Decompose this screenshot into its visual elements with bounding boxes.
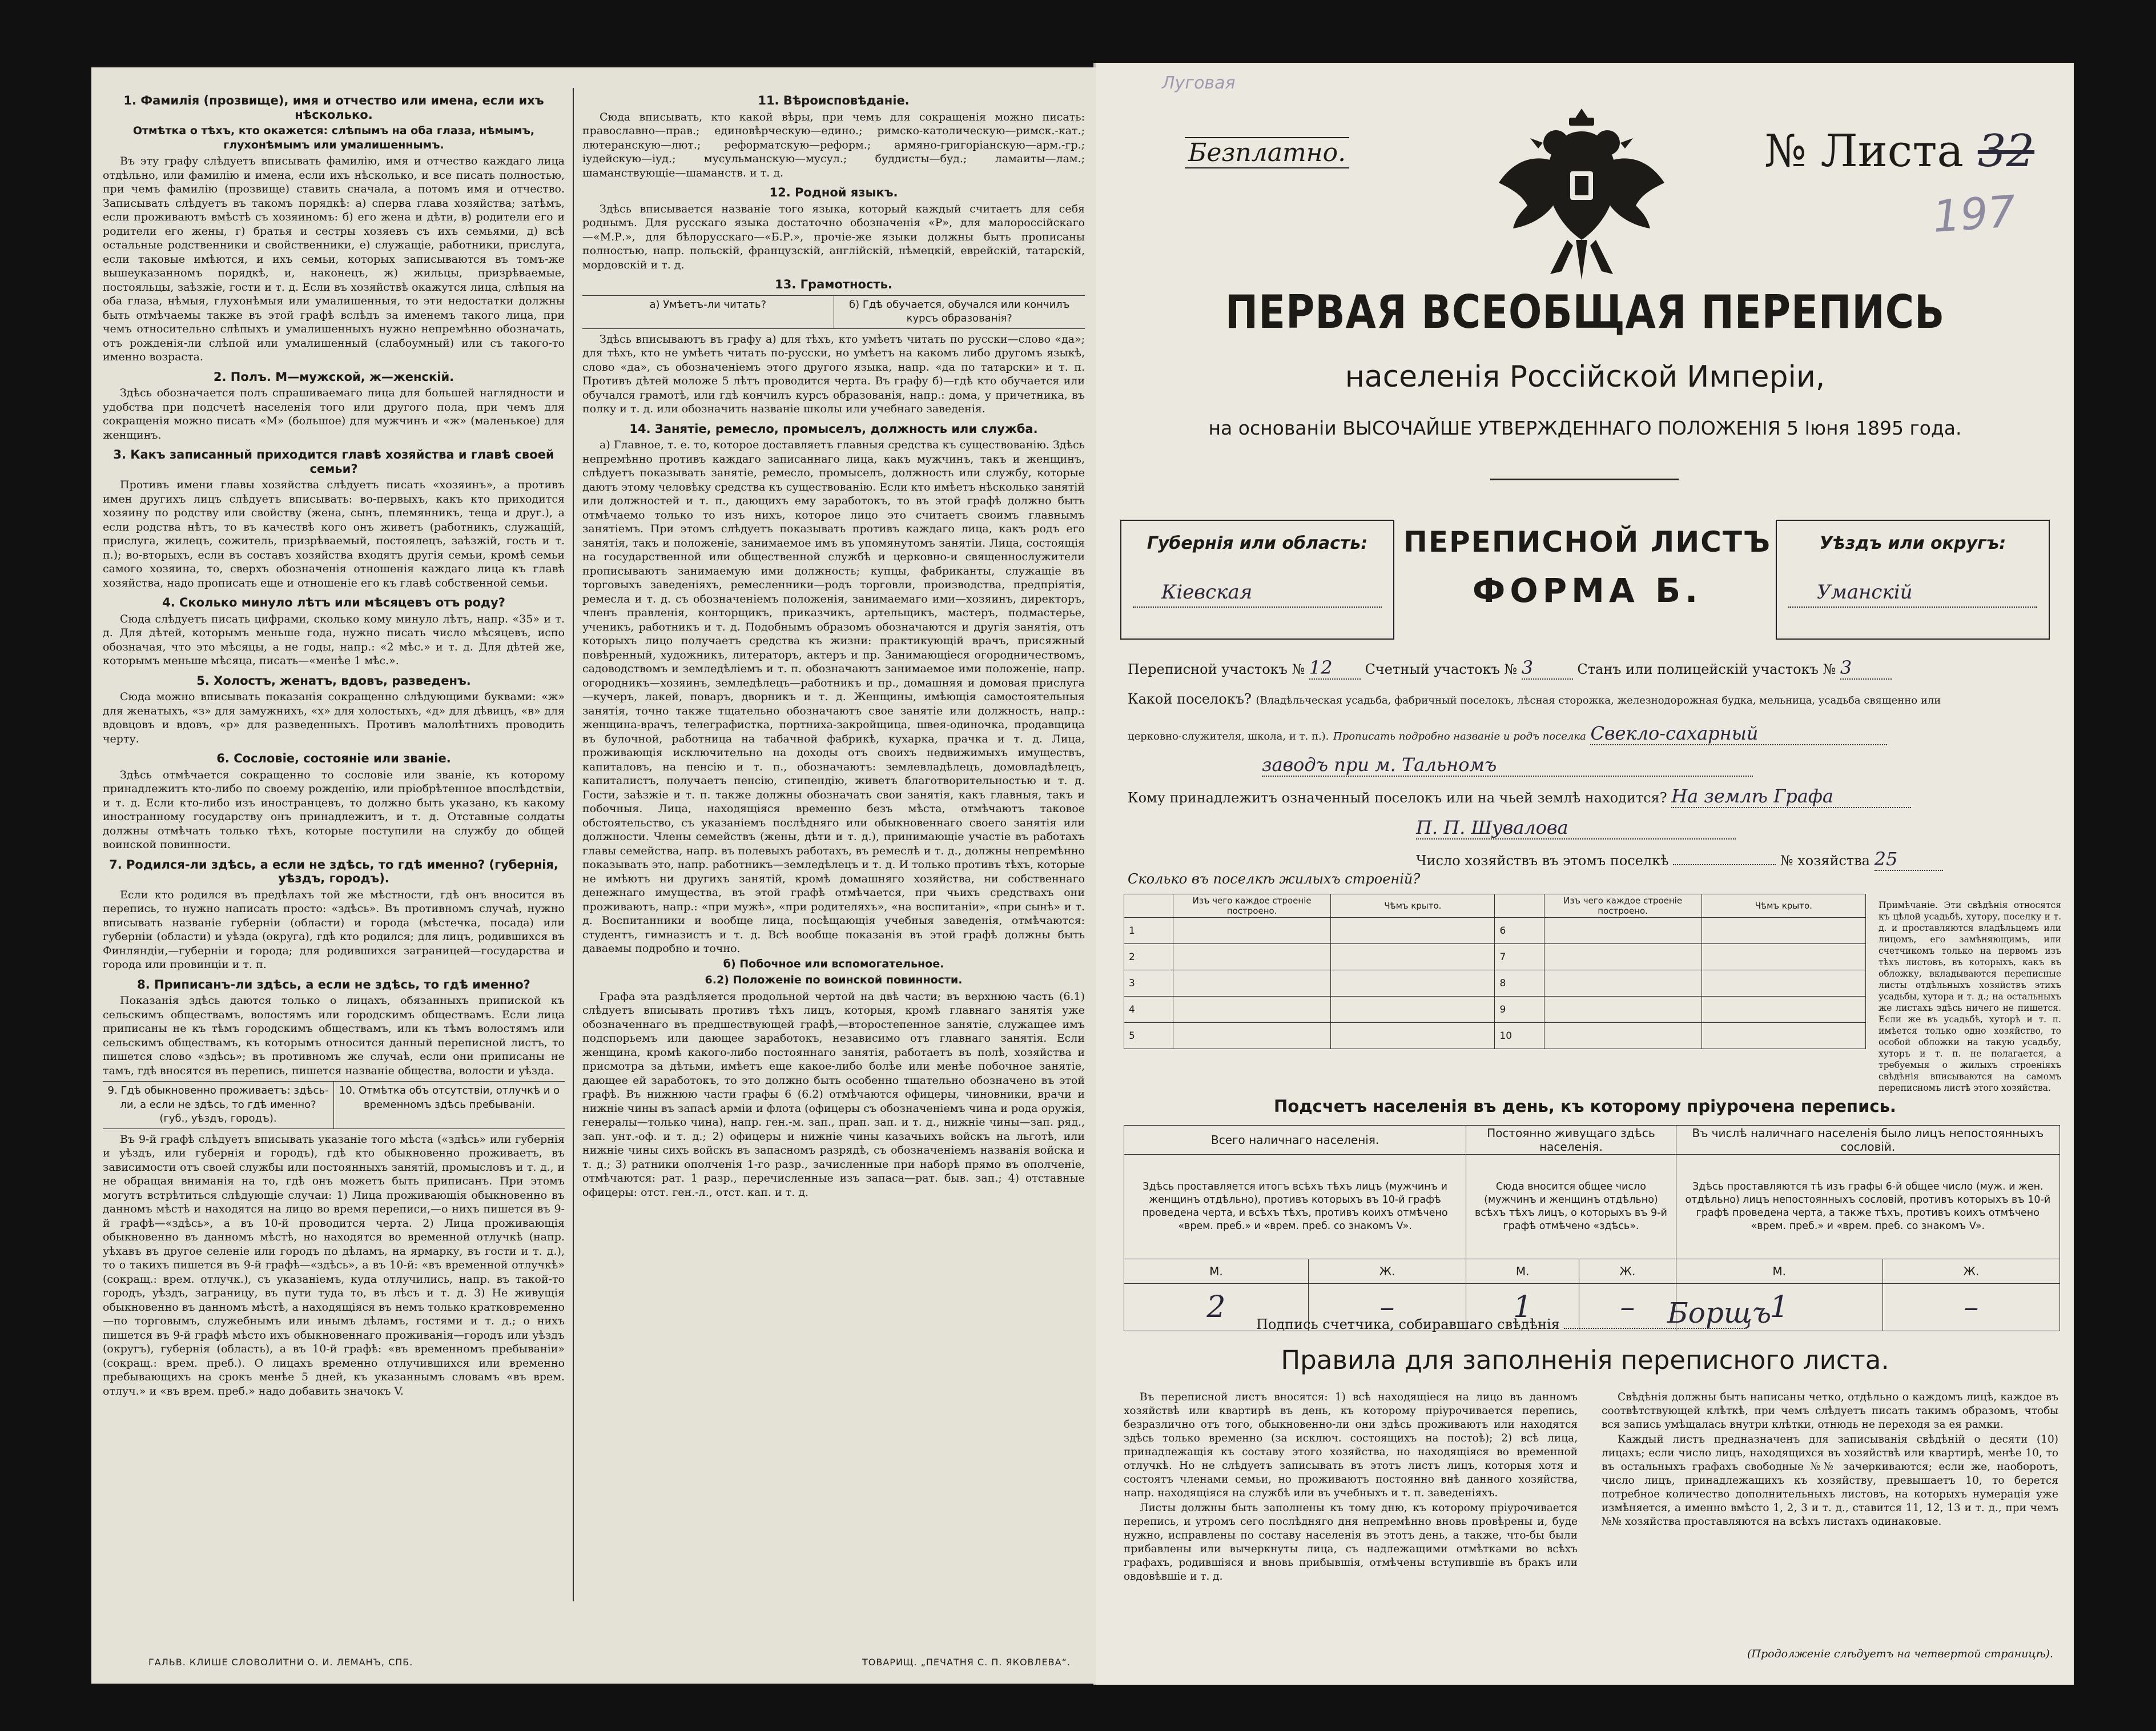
section-14-heading: 14. Занятіе, ремесло, промыселъ, должность или служба. xyxy=(629,421,1038,436)
owner-line xyxy=(1128,785,2057,808)
row-number: 2 xyxy=(1124,944,1173,970)
form-legal-basis: на основаніи ВЫСОЧАЙШЕ УТВЕРЖДЕННАГО ПОЛОЖЕНІЯ 5 Іюня 1895 года. xyxy=(1208,417,1962,439)
section-13-heading: 13. Грамотность. xyxy=(775,278,892,291)
total-present-female[interactable]: – xyxy=(1308,1284,1466,1331)
owner-value[interactable]: На землѣ Графа xyxy=(1671,785,1911,808)
row-number: 1 xyxy=(1124,918,1173,944)
roofed-with-header: Чѣмъ крыто. xyxy=(1331,894,1495,918)
male-header: М. xyxy=(1124,1259,1309,1284)
total-present-description: Здѣсь проставляется итогъ всѣхъ тѣхъ лицъ (мужчинъ и женщинъ отдѣльно), противъ которыхъ въ 10-й графѣ проведена черта, и всѣхъ тѣхъ, противъ коихъ отмѣчено «врем. преб.» и «врем. преб. со знакомъ V». xyxy=(1124,1155,1466,1259)
province-value[interactable]: Кіевская xyxy=(1161,581,1253,604)
household-number-value[interactable]: 25 xyxy=(1875,848,1943,871)
dwellings-table-row xyxy=(1124,970,1866,997)
section-6-heading: 6. Сословіе, состояніе или званіе. xyxy=(216,752,451,765)
row-number: 9 xyxy=(1495,997,1544,1023)
settlement-name-value[interactable]: Свекло-сахарный xyxy=(1590,722,1887,745)
dwellings-note: Примѣчаніе. Эти свѣдѣнія относятся къ цѣлой усадьбѣ, хутору, поселку и т. д. и проставляются владѣльцемъ или лицомъ, его замѣняющимъ, или счетчикомъ только на первомъ изъ тѣхъ листовъ, въ которыхъ, какъ въ обложку, вкладываются переписные листы отдѣльныхъ хозяйствъ этихъ усадьбы, хутора и т. д.; на остальныхъ же листахъ здѣсь ничего не пишется. Если же въ усадьбѣ, хуторѣ и т. п. имѣется только одно хозяйство, то особой обложки на такую усадьбу, хуторъ и т. п. не полагается, а требуемыя о жилыхъ строеніяхъ свѣдѣнія вписываются на самомъ переписномъ листѣ этого хозяйства. xyxy=(1879,900,2061,1093)
section-10-heading: 10. Отмѣтка объ отсутствіи, отлучкѣ и о временномъ здѣсь пребываніи. xyxy=(333,1082,565,1128)
section-11-heading: 11. Вѣроисповѣданіе. xyxy=(758,94,910,107)
census-form-page xyxy=(1096,63,2074,1685)
section-12-heading: 12. Родной языкъ. xyxy=(769,186,898,199)
district-box xyxy=(1776,520,2050,640)
section-3-heading: 3. Какъ записанный приходится главѣ хозяйства и главѣ своей семьи? xyxy=(113,448,554,476)
section-7-heading: 7. Родился-ли здѣсь, а если не здѣсь, то гдѣ именно? (губернія, уѣздъ, городъ). xyxy=(109,857,558,885)
section-1-text: Въ эту графу слѣдуетъ вписывать фамилію, имя и отчество каждаго лица отдѣльно, или фамилію и имена, если ихъ нѣсколько, и все писать полностью, при чемъ фамилію (прозвище) ставить сначала, а потомъ имя и отчество. Записывать слѣдуетъ въ такомъ порядкѣ: а) сперва глава хозяйства; затѣмъ, если проживаютъ вмѣстѣ съ хозяиномъ: б) его жена и дѣти, в) родители его и родители его жены, г) братья и сестры хозяевъ съ ихъ семьями, д) всѣ остальные родственники и свойственники, е) служащіе, работники, прислуга, если таковые имѣются, и ихъ семьи, которых записываются въ томъ-же вышеуказанномъ порядкѣ, и, наконецъ, ж) жильцы, призрѣваемые, постояльцы, заѣзжіе, гости и т. д. Если въ хозяйствѣ окажутся лица, слѣпыя на оба глаза, нѣмыя, глухонѣмыя или умалишенныя, то эти недостатки должны быть отмѣчаемы также въ этой графѣ вслѣдъ за именемъ такого лица, при чемъ относительно слѣпыхъ и умалишенныхъ нужно непремѣнно обозначать, отъ рожденія-ли слѣпой или умалишенный (слабоумный) или съ такого-то именно возраста. xyxy=(103,155,565,363)
printer-imprint-left: ГАЛЬВ. КЛИШЕ СЛОВОЛИТНИ О. И. ЛЕМАНЪ, СПБ. xyxy=(148,1657,413,1668)
province-box xyxy=(1120,520,1394,640)
female-header: Ж. xyxy=(1883,1259,2060,1284)
section-15-subheading: 6.2) Положеніе по воинской повинности. xyxy=(705,974,963,986)
settlement-line xyxy=(1128,691,2057,707)
non-permanent-description: Здѣсь проставляются тѣ изъ графы 6-й общее число (муж. и жен. отдѣльно) лицъ непостоянныхъ сословій, противъ которыхъ въ 10-й графѣ проведена черта, а также тѣхъ, противъ коихъ отмѣчено «врем. преб.» и «врем. преб. со знакомъ V». xyxy=(1676,1155,2060,1259)
dwellings-table xyxy=(1124,894,1866,1049)
owner-value-2[interactable]: П. П. Шувалова xyxy=(1416,817,1736,840)
rules-paragraph: Въ переписной листъ вносятся: 1) всѣ находящіеся на лицо въ данномъ хозяйствѣ или квартирѣ въ день, къ которому пріурочивается перепись, безразлично отъ того, обыкновенно-ли они здѣсь проживаютъ или находятся здѣсь только временно (за исключ. состоящихъ на постоѣ); 2) всѣ лица, принадлежащія къ составу этого хозяйства, но находящіяся во временной отлучкѣ. Но не слѣдуетъ записывать въ этотъ листъ лицъ, которыя хотя и состоятъ членами семьи, но проживаютъ постоянно внѣ данного хозяйства, напр. находящіяся на службѣ или въ учебныхъ и т. п. заведеніяхъ. xyxy=(1124,1391,1578,1499)
settlement-name-line-2 xyxy=(1262,754,2057,777)
built-of-header-2: Изъ чего каждое строеніе построено. xyxy=(1544,894,1702,918)
section-9-10-heading-box xyxy=(103,1081,565,1129)
free-label: Безплатно. xyxy=(1185,137,1349,168)
section-15-heading: б) Побочное или вспомогательное. xyxy=(723,957,944,970)
district-value[interactable]: Уманскій xyxy=(1817,581,1913,604)
rules-title: Правила для заполненія переписного листа. xyxy=(1281,1345,1889,1375)
section-7-text: Если кто родился въ предѣлахъ той же мѣстности, гдѣ онъ вносится въ перепись, то нужно написать просто: «здѣсь». Въ противномъ случаѣ, нужно вписывать названіе губерніи (области) и города (мѣстечка, посада) или губерніи (области) и уѣзда (округа), гдѣ кто родился; для лицъ, родившихся въ Финляндіи,—губерніи и города; для родившихся заграницей—государства и города или провинціи и т. п. xyxy=(103,888,565,971)
section-15-text: Графа эта раздѣляется продольной чертой на двѣ части; въ верхнюю часть (6.1) слѣдуетъ вписывать противъ тѣхъ лицъ, которыя, кромѣ главнаго занятія уже обозначеннаго въ предшествующей графѣ,—второстепенное занятіе, служащее имъ подспорьемъ или дающее заработокъ, независимо отъ главнаго занятія. Если женщина, кромѣ какого-либо постояннаго занятія, работаетъ въ полѣ, хозяйства и присмотра за дѣтьми, имѣетъ еще какое-либо болѣе или менѣе побочное занятіе, дающее ей заработокъ, то это должно быть особенно тщательно обозначено въ этой графѣ. Въ нижнюю части графы 6 (6.2) отмѣчаются офицеры, чиновники, врачи и нижніе чины въ запасѣ арміи и флота (офицеры съ обозначеніемъ чина и рода оружія, генералы—только чина), напр. ген.-м. зап., прап. зап. и т. д., нижніе чины—зап. ряд., зап. унт.-оф. и т. д.; 2) офицеры и нижніе чины казачьихъ войскъ на льготѣ, или нижніе чины сихъ войскъ въ запасномъ разрядѣ, съ обозначеніемъ названія войска и т. д.; 3) ратники ополченія 1-го разр., зачисленные при наборѣ прямо въ ополченіе, отмѣчаются: рат. 1 разр., перечисленные изъ запаса—рат. быв. зап.; 4) отставные офицеры: отст. ген.-л., отст. кап. и т. д. xyxy=(582,990,1085,1199)
row-number: 5 xyxy=(1124,1023,1173,1049)
district-numbers-line xyxy=(1128,657,2057,680)
province-line xyxy=(1133,607,1382,608)
archive-stamp-text: Луговая xyxy=(1162,73,1236,93)
households-line xyxy=(1416,848,2057,871)
printer-imprint-right: ТОВАРИЩ. „ПЕЧАТНЯ С. П. ЯКОВЛЕВА“. xyxy=(862,1657,1071,1668)
instructions-page xyxy=(91,67,1096,1684)
section-2-heading: 2. Полъ. М—мужской, ж—женскій. xyxy=(213,370,454,384)
section-1-subheading: Отмѣтка о тѣхъ, кто окажется: слѣпымъ на оба глаза, нѣмымъ, глухонѣмымъ или умалишеннымъ. xyxy=(132,124,535,151)
instructions-column-2 xyxy=(582,88,1085,1601)
signature-label: Подпись счетчика, собиравшаго свѣдѣнія xyxy=(1256,1316,1560,1332)
male-header: М. xyxy=(1676,1259,1883,1284)
roofed-with-header-2: Чѣмъ крыто. xyxy=(1702,894,1865,918)
census-district-value[interactable]: 12 xyxy=(1309,657,1361,680)
dwellings-table-row xyxy=(1124,997,1866,1023)
settlement-name-hint: Прописать подробно названіе и родъ поселка xyxy=(1333,730,1586,742)
row-number: 7 xyxy=(1495,944,1544,970)
settlement-hint: (Владѣльческая усадьба, фабричный поселокъ, лѣсная сторожка, железнодорожная будка, мельница, усадьба священно или xyxy=(1256,694,1941,706)
form-name: ФОРМА Б. xyxy=(1472,571,1703,610)
section-9-10-text: Въ 9-й графѣ слѣдуетъ вписывать указаніе того мѣста («здѣсь» или губернія и уѣздъ, или губернія и городъ), гдѣ кто обыкновенно проживаетъ, въ зависимости отъ своей службы или постоянныхъ занятій, промысловъ и т. д., и не обращая вниманія на то, гдѣ онъ можетъ быть приписанъ. При этомъ могутъ встрѣтиться слѣдующіе случаи: 1) Лица проживающія обыкновенно въ данномъ мѣстѣ и находятся на лицо во время переписи,—о нихъ пишется въ 9-й графѣ—«здѣсь», а въ 10-й проводится черта. 2) Лица проживающія обыкновенно въ данномъ мѣстѣ, но находятся во временной отлучкѣ (напр. уѣхавъ въ другое селеніе или городъ по дѣламъ, на ярмарку, въ гости и т. д.), то о такихъ пишется въ 9-й графѣ—«здѣсь», а въ 10-й: «въ временной отлучкѣ» (сокращ.: врем. отлучк.), съ указаніемъ, куда отлучились, напр. въ такой-то городъ, уѣздъ, заграницу, въ пути туда то, въ лѣсъ и т. д. 3) Не живущія обыкновенно въ данномъ мѣстѣ, а находящіяся въ немъ только кратковременно—по торговымъ, служебнымъ или инымъ дѣламъ, гостями и т. д.; о нихъ пишется въ 9-й графѣ мѣсто ихъ обыкновеннаго проживанія—городъ или уѣздъ (округъ), губернія (область), а въ 10-й графѣ: «въ временномъ пребываніи» (сокращ.: врем. преб.). О лицахъ временно отлучившихся или временно пребывающихъ на срокъ менѣе 5 дней, къ указаннымъ словамъ «въ врем. отлуч.» и «въ врем. преб.» надо добавить значокъ V. xyxy=(103,1132,565,1397)
dwellings-table-header xyxy=(1124,894,1866,918)
section-9-heading: 9. Гдѣ обыкновенно проживаетъ: здѣсь-ли, а если не здѣсь, то гдѣ именно? (губ., уѣздъ, городъ). xyxy=(107,1085,329,1124)
section-2-text: Здѣсь обозначается полъ спрашиваемаго лица для большей наглядности и удобства при подсчетѣ населенія того или другого пола, при чемъ для сокращенія можно писать «М» (большое) для мужчинъ и «ж» (маленькое) для женщинъ. xyxy=(103,387,565,441)
households-count-field[interactable] xyxy=(1673,864,1776,865)
section-13a-label: а) Умѣетъ-ли читать? xyxy=(649,298,767,311)
police-district-value[interactable]: 3 xyxy=(1840,657,1892,680)
total-present-male[interactable]: 2 xyxy=(1124,1284,1309,1331)
male-header: М. xyxy=(1466,1259,1579,1284)
section-5-text: Сюда можно вписывать показанія сокращенно слѣдующими буквами: «ж» для женатыхъ, «з» для замужнихъ, «х» для холостыхъ, «д» для дѣвицъ, «в» для вдовцовъ и вдовъ, «р» для разведенныхъ. Противъ малолѣтнихъ проводить черту. xyxy=(103,690,565,745)
settlement-name-value-2[interactable]: заводъ при м. Тальномъ xyxy=(1262,754,1753,777)
dwellings-table-row xyxy=(1124,1023,1866,1049)
permanent-female[interactable]: – xyxy=(1579,1284,1676,1331)
enumerator-signature: Борщъ xyxy=(1667,1296,1772,1330)
form-subtitle: населенія Россійской Имперіи, xyxy=(1345,360,1825,394)
dwellings-label: Сколько въ поселкѣ жилыхъ строеній? xyxy=(1128,871,1421,887)
counting-district-value[interactable]: 3 xyxy=(1522,657,1573,680)
female-header: Ж. xyxy=(1579,1259,1676,1284)
section-1-heading: 1. Фамилія (прозвище), имя и отчество или имена, если ихъ нѣсколько. xyxy=(123,94,544,122)
households-count-label: Число хозяйствъ въ этомъ поселкѣ xyxy=(1416,853,1669,869)
owner-line-2 xyxy=(1416,817,2057,840)
sheet-number xyxy=(1764,126,2034,177)
instructions-column-1 xyxy=(103,88,574,1601)
row-number: 6 xyxy=(1495,918,1544,944)
settlement-name-line xyxy=(1128,722,2057,745)
section-13-text: Здѣсь вписываютъ въ графу а) для тѣхъ, кто умѣетъ читать по русски—слово «да»; для тѣхъ, кто не умѣетъ читать по-русски, но умѣетъ на какомъ либо другомъ языкѣ, слово «да», съ обозначеніемъ этого другого языка, напр. «да по татарски» и т. п. Противъ дѣтей моложе 5 лѣтъ проводится черта. Въ графу б)—гдѣ кто обучается или обучался грамотѣ, или гдѣ кончилъ курсъ образованія, напр.: дома, у причетника, въ полку и т. д. или обозначить названіе школы или учебнаго заведенія. xyxy=(582,332,1085,415)
permanent-residents-description: Сюда вносится общее число (мужчинъ и женщинъ отдѣльно) всѣхъ тѣхъ лицъ, о которыхъ въ 9-й графѣ отмѣчено «здѣсь». xyxy=(1466,1155,1676,1259)
settlement-hint-2: церковно-служителя, школа, и т. п.). xyxy=(1128,730,1329,742)
owner-label: Кому принадлежитъ означенный поселокъ или на чьей землѣ находится? xyxy=(1128,790,1667,806)
built-of-header: Изъ чего каждое строеніе построено. xyxy=(1173,894,1331,918)
section-6-text: Здѣсь отмѣчается сокращенно то сословіе или званіе, къ которому принадлежитъ кто-либо по своему рожденію, или пріобрѣтенное впослѣдствіи, и т. д. Если кто-либо изъ иностранцевъ, то должно быть указано, къ какому иностранному государству онъ принадлежитъ, и т. д. Отставные солдаты должны отмѣчать только тѣхъ, которые поступили на службу до общей воинской повинности. xyxy=(103,768,565,851)
dwellings-line xyxy=(1128,871,2057,887)
district-line xyxy=(1788,607,2037,608)
double-headed-eagle-emblem-icon xyxy=(1496,97,1667,291)
household-number-label: № хозяйства xyxy=(1780,853,1870,869)
non-permanent-male[interactable]: 1 xyxy=(1676,1284,1883,1331)
sheet-number-value: 32 xyxy=(1977,126,2035,177)
row-number: 3 xyxy=(1124,970,1173,997)
continued-note: (Продолженіе слѣдуетъ на четвертой страницѣ). xyxy=(1747,1648,2053,1660)
non-permanent-female[interactable]: – xyxy=(1883,1284,2060,1331)
police-district-label: Станъ или полицейскій участокъ № xyxy=(1577,661,1836,677)
count-table-description xyxy=(1124,1155,2060,1259)
province-label: Губернія или область: xyxy=(1147,533,1368,553)
form-main-title: ПЕРВАЯ ВСЕОБЩАЯ ПЕРЕПИСЬ xyxy=(1225,286,1945,339)
permanent-male[interactable]: 1 xyxy=(1466,1284,1579,1331)
section-5-heading: 5. Холостъ, женатъ, вдовъ, разведенъ. xyxy=(196,673,471,688)
population-count-heading: Подсчетъ населенія въ день, къ которому пріурочена перепись. xyxy=(1274,1097,1896,1116)
section-4-text: Сюда слѣдуетъ писать цифрами, сколько кому минуло лѣтъ, напр. «35» и т. д. Для дѣтей, которымъ меньше года, нужно писать число мѣсяцевъ, испо обозначая, что это мѣсяцы, а не годы, напр.: «2 мѣс.» и т. д. Для дѣтей же, которымъ меньше мѣсяца, писать—«менѣе 1 мѣс.». xyxy=(103,612,565,667)
counting-district-label: Счетный участокъ № xyxy=(1365,661,1518,677)
rules-column-2 xyxy=(1602,1391,2058,1659)
permanent-residents-header: Постоянно живущаго здѣсь населенія. xyxy=(1466,1126,1676,1155)
population-count-table xyxy=(1124,1125,2060,1331)
female-header: Ж. xyxy=(1308,1259,1466,1284)
rules-paragraph: Свѣдѣнія должны быть написаны четко, отдѣльно о каждомъ лицѣ, каждое въ соотвѣтствующей клѣткѣ, при чемъ слѣдуетъ писать такимъ образомъ, чтобы вся запись умѣщалась внутри клѣтки, отнюдь не переходя за ея рамки. xyxy=(1602,1391,2058,1431)
section-4-heading: 4. Сколько минуло лѣтъ или мѣсяцевъ отъ роду? xyxy=(162,596,505,609)
district-label: Уѣздъ или округъ: xyxy=(1819,533,2006,553)
total-present-header: Всего наличнаго населенія. xyxy=(1124,1126,1466,1155)
count-table-header xyxy=(1124,1126,2060,1155)
form-title: ПЕРЕПИСНОЙ ЛИСТЪ xyxy=(1403,525,1771,559)
non-permanent-estates-header: Въ числѣ наличнаго населенія было лицъ непостоянныхъ сословій. xyxy=(1676,1126,2060,1155)
rules-paragraph: Листы должны быть заполнены къ тому дню, къ которому пріурочивается перепись, и утромъ сего послѣдняго дня непремѣнно вновь провѣрены и, буде нужно, исправлены по составу населенія въ этотъ день, а также, что-бы были прибавлены или вычеркнуты лица, съ надлежащими отмѣтками во всѣхъ графахъ, родившіяся и вновь прибывшія, отмѣчены вступившіе въ бракъ или овдовѣвшіе и т. д. xyxy=(1124,1502,1578,1583)
title-divider xyxy=(1490,479,1679,480)
section-3-text: Противъ имени главы хозяйства слѣдуетъ писать «хозяинъ», а противъ имен другихъ лицъ слѣдуетъ вписывать: во-первыхъ, какъ кто приходится хозяину по родству или свойству (жена, сынъ, племянникъ, теща и друг.), а если родства нѣтъ, то въ качествѣ кого онъ живетъ (работникъ, служащій, прислуга, жилецъ, сожитель, призрѣваемый, постоялецъ, заѣзжій, гость и т. п.); во-вторыхъ, если въ составъ хозяйства входятъ другія семьи, кромѣ семьи самого хозяина, то, сверхъ обозначенія отношенія каждаго лица къ главѣ хозяйства, надо прописать еще и отношеніе его къ главѣ собственной семьи. xyxy=(103,479,565,589)
section-8-text: Показанія здѣсь даются только о лицахъ, обязанныхъ припиской къ сельскимъ обществамъ, волостямъ или городскимъ обществамъ. Если лица приписаны не къ тѣмъ городскимъ обществамъ, или къ тѣмъ волостямъ или сельскимъ обществамъ, къ которымъ относится данный переписной листъ, то пишется слово «здѣсь»; въ противномъ же случаѣ, если они приписаны не тамъ, гдѣ вносятся въ перепись, пишется названіе общества, волости и уѣзда. xyxy=(103,994,565,1077)
settlement-label: Какой поселокъ? xyxy=(1128,691,1252,707)
row-number: 10 xyxy=(1495,1023,1544,1049)
dwellings-table-row xyxy=(1124,918,1866,944)
section-13-box xyxy=(582,295,1085,329)
row-number: 4 xyxy=(1124,997,1173,1023)
archive-number: 197 xyxy=(1931,186,2017,242)
section-8-heading: 8. Приписанъ-ли здѣсь, а если не здѣсь, то гдѣ именно? xyxy=(137,977,530,991)
census-district-label: Переписной участокъ № xyxy=(1128,661,1305,677)
section-11-text: Сюда вписывать, кто какой вѣры, при чемъ для сокращенія можно писать: православно—прав.; единовѣрческую—едино.; римско-католическую—римск.-кат.; лютеранскую—лют.; реформатскую—реформ.; армяно-григоріанскую—арм.-гр.; іудейскую—іуд.; мусульманскую—мусул.; буддисты—буд.; ламаиты—лам.; шаманствующіе—шаманств. и т. д. xyxy=(582,110,1085,179)
sheet-number-label: № Листа xyxy=(1764,126,1964,177)
row-number: 8 xyxy=(1495,970,1544,997)
count-table-sex-header xyxy=(1124,1259,2060,1284)
section-12-text: Здѣсь вписывается названіе того языка, который каждый считаетъ для себя роднымъ. Для русскаго языка достаточно обозначенія «Р», для малороссійскаго—«М.Р.», для бѣлорусскаго—«Б.Р.», прочіе-же языки должны быть прописаны полностью, напр. польскій, французскій, англійскій, нѣмецкій, еврейскій, татарскій, мордовскій и т. д. xyxy=(582,202,1085,271)
section-13b-label: б) Гдѣ обучается, обучался или кончилъ курсъ образованія? xyxy=(834,296,1085,328)
dwellings-table-row xyxy=(1124,944,1866,970)
rules-column-1 xyxy=(1124,1391,1578,1659)
section-14-text: а) Главное, т. е. то, которое доставляетъ главныя средства къ существованію. Здѣсь непремѣнно противъ каждаго записаннаго лица, какъ мужчинъ, такъ и женщинъ, слѣдуетъ показывать занятіе, ремесло, промыселъ, должность или службу, которые даютъ этому человѣку средства къ существованію. Если кто имѣетъ нѣсколько занятій или должностей и т. п., дающихъ ему заработокъ, то въ этой графѣ должно быть отмѣчаемо только то изъ нихъ, которое лицо это считаетъ своимъ главнымъ занятіемъ. При этомъ слѣдуетъ показывать противъ каждаго лица, какъ родъ его занятія, такъ и положеніе, занимаемое имъ въ упомянутомъ занятіи. Лица, состоящія на государственной или общественной службѣ и церковно-и священнослужители прописываютъ занимаемую ими должность; купцы, фабриканты, служащіе въ торговыхъ заведеніяхъ, ремесленники—родъ торговли, производства, предпріятія, ремесла и т. д. съ обозначеніемъ положенія, занимаемаго ими—хозяинъ, директоръ, членъ правленія, конторщикъ, приказчикъ, артельщикъ, мастеръ, подмастерье, ученикъ, работникъ и т. д. Подобнымъ образомъ обозначаются и другія занятія, отъ которыхъ лицо получаетъ средства къ жизни: практикующій врачъ, присяжный повѣренный, художникъ, литераторъ, актеръ и пр. Занимающіеся огородничествомъ, садоводствомъ и земледѣліемъ и т. п. обозначаютъ занимаемое ими положеніе, напр. огородникъ—хозяинъ, земледѣлецъ—работникъ и пр., домашняя и домовая прислуга—кучеръ, лакей, поваръ, дворникъ и т. д. Женщины, имѣющія самостоятельныя занятія, точно также тщательно обозначаютъ свое занятіе или должность, напр.: женщина-врачъ, телеграфистка, портниха-закройщица, швея-одиночка, продавщица въ булочной, работница на табачной фабрикѣ, кухарка, прачка и т. д. Лица, проживающія исключительно на доходы отъ своихъ недвижимыхъ имуществъ, капиталовъ, на пенсію и т. п., обозначаютъ: землевладѣлецъ, домовладѣлецъ, капиталистъ, получаетъ пенсію, стипендію, живетъ благотворительностью и т. д. Гости, заѣзжіе и т. п. также должны обозначать свои занятія, какъ главныя, такъ и побочныя. Лица, находящіяся временно безъ мѣста, отмѣчаютъ таковое обстоятельство, съ указаніемъ послѣдняго или обыкновеннаго своего занятія или должности. Члены семействъ (жены, дѣти и т. д.), принимающіе участіе въ работахъ главы семейства, напр. въ полевыхъ работахъ, въ ремеслѣ и т. д., должны непремѣнно показывать это, напр. работникъ—земледѣлецъ и т. д. И только противъ тѣхъ, которые не имѣютъ ни другихъ занятій, кромѣ домашняго хозяйства, ни собственнаго денежнаго имущества, въ этой графѣ отмѣчается, при чьихъ средствахъ они проживаютъ, напр.: «при мужѣ», «при родителяхъ», «на воспитаніи», «при сынѣ» и т. д. Воспитанники и вообще лица, посѣщающія учебныя заведенія, отмѣчаются: студентъ, гимназистъ и т. д. Всѣ вообще показанія въ этой графѣ должны быть даваемы подробно и точно. xyxy=(582,439,1085,955)
rules-paragraph: Каждый листъ предназначенъ для записыванія свѣдѣній о десяти (10) лицахъ; если число лицъ, находящихся въ хозяйствѣ или квартирѣ, менѣе 10, то въ остальныхъ графахъ свободные №№ зачеркиваются; если же, наоборотъ, число лицъ, принадлежащихъ къ хозяйству, превышаетъ 10, то берется потребное количество дополнительныхъ листовъ, на которыхъ нумерація уже измѣняется, а именно вмѣсто 1, 2, 3 и т. д., ставится 11, 12, 13 и т. д., при чемъ №№ хозяйства проставляются на всѣхъ листахъ одинаковые. xyxy=(1602,1433,2058,1528)
